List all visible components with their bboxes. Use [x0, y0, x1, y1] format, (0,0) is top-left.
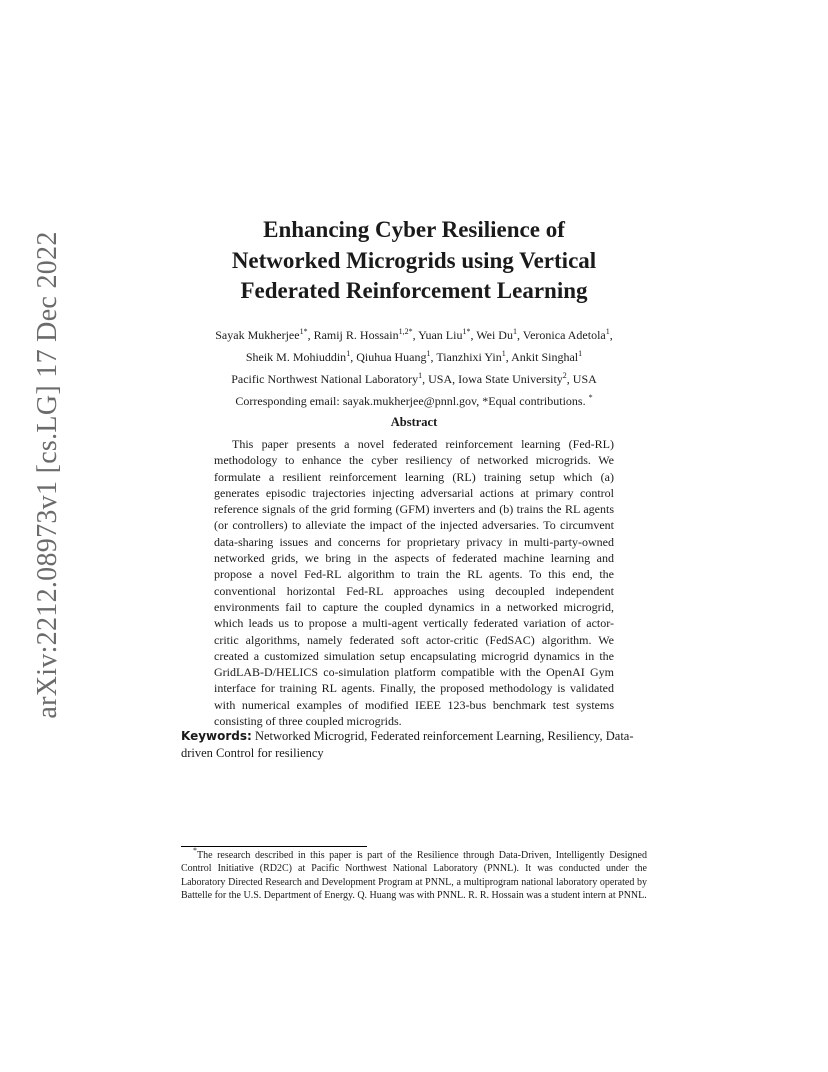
affiliation-mark: 1: [418, 371, 423, 380]
author-name: Qiuhua Huang: [356, 350, 427, 364]
author-affiliation-mark: 1: [605, 327, 610, 336]
author-block: [130, 324, 698, 412]
author-name: Veronica Adetola: [522, 328, 606, 342]
footnote-marker: *: [193, 846, 197, 855]
author-name: Wei Du: [476, 328, 513, 342]
author-affiliation-mark: 1: [512, 327, 517, 336]
author-affiliation-mark: 1: [426, 349, 431, 358]
author-name: Sayak Mukherjee: [215, 328, 300, 342]
author-affiliation-mark: 1*: [462, 327, 471, 336]
arxiv-identifier-stamp: arXiv:2212.08973v1 [cs.LG] 17 Dec 2022: [32, 231, 63, 719]
author-affiliation-mark: 1*: [299, 327, 308, 336]
author-name: Yuan Liu: [418, 328, 463, 342]
abstract-paragraph: This paper presents a novel federated reinforcement learning (Fed-RL) methodology to enhance the cyber resiliency of networked microgrids. We formulate a resilient reinforcement learning (RL) training setup which (a) generates episodic trajectories injecting adversarial actions at primary control reference signals of the grid forming (GFM) inverters and (b) trains the RL agents (or controllers) to alleviate the impact of the injected adversaries. To circumvent data-sharing issues and concerns for proprietary privacy in multi-party-owned networked grids, we bring in the aspects of federated machine learning and propose a novel Fed-RL algorithm to train the RL agents. To this end, the conventional horizontal Fed-RL approaches using decoupled independent environments fail to capture the coupled dynamics in a networked microgrid, which leads us to propose a multi-agent vertically federated variation of actor-critic algorithms, namely federated soft actor-critic (FedSAC) algorithm. We created a customized simulation setup encapsulating microgrid dynamics in the GridLAB-D/HELICS co-simulation platform compatible with the OpenAI Gym interface for training RL agents. Finally, the proposed methodology is validated with numerical examples of modified IEEE 123-bus benchmark test systems consisting of three coupled microgrids.: [214, 437, 614, 729]
title-line: Federated Reinforcement Learning: [240, 278, 588, 303]
affiliation-org: Pacific Northwest National Laboratory: [231, 372, 419, 386]
author-affiliation-mark: 1: [346, 349, 351, 358]
affiliation-country: , USA,: [422, 372, 456, 386]
corresponding-email-text: Corresponding email: sayak.mukherjee@pnnl.gov, *Equal contributions.: [235, 394, 586, 408]
affiliation-org: Iowa State University: [458, 372, 563, 386]
author-name: Ankit Singhal: [511, 350, 579, 364]
title-line: Networked Microgrids using Vertical: [231, 247, 597, 273]
footnote: [181, 846, 647, 902]
abstract-heading: Abstract: [390, 415, 438, 429]
paper-title: [140, 215, 688, 307]
author-affiliation-mark: 1,2*: [398, 327, 413, 336]
author-name: Sheik M. Mohiuddin: [245, 350, 347, 364]
footnote-text: The research described in this paper is part of the Resilience through Data-Driven, Intelligently Designed Control Initiative (RD2C) at Pacific Northwest National Laboratory (PNNL). It was conducted under the Laboratory Directed Research and Development Program at PNNL, a multiprogram national laboratory operated by Battelle for the U.S. Department of Energy. Q. Huang was with PNNL. R. R. Hossain was a student intern at PNNL.: [181, 850, 647, 901]
footnote-divider: [181, 846, 367, 847]
keywords-block: [181, 728, 651, 761]
corresponding-email-line: [130, 390, 698, 412]
affiliation-line: [130, 368, 698, 390]
author-line-2: Sheik M. Mohiuddin$^1$, Qiuhua Huang$^1$, Tianzhixi Yin$^1$, Ankit Singhal$^1$: [245, 349, 583, 364]
title-line: Enhancing Cyber Resilience of: [263, 217, 565, 242]
author-name: Ramij R. Hossain: [313, 328, 399, 342]
affiliation-country: , USA: [566, 372, 597, 386]
keywords-label: Keywords:: [181, 729, 252, 743]
author-line-1: Sayak Mukherjee$^{1*}$, Ramij R. Hossain$^{1,2*}$, Yuan Liu$^{1*}$, Wei Du$^1$, Veronica Adetola$^1$,: [215, 327, 613, 342]
author-affiliation-mark: 1: [578, 349, 583, 358]
keywords-text: Networked Microgrid, Federated reinforcement Learning, Resiliency, Data-driven Control for resiliency: [181, 729, 634, 760]
footnote-mark: *: [588, 393, 593, 402]
author-affiliation-mark: 1: [501, 349, 506, 358]
author-name: Tianzhixi Yin: [436, 350, 502, 364]
affiliation-mark: 2: [562, 371, 567, 380]
